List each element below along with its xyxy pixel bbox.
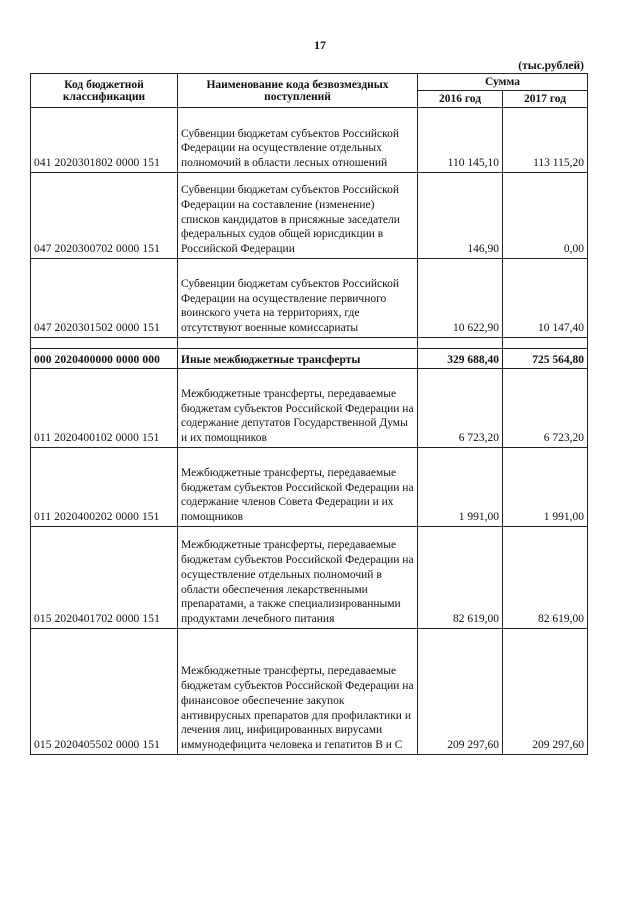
cell-2016: 10 622,90 [418,259,503,338]
table-row [31,629,588,755]
header-name: Наименование кода безвозмездных поступлений [178,74,418,108]
cell-2017: 10 147,40 [503,259,588,338]
cell-name: Субвенции бюджетам субъектов Российской Федерации на осуществление первичного воинского учета на территориях, где отсутствуют военные комиссариаты [178,259,418,338]
cell-code: 000 2020400000 0000 000 [31,349,178,369]
cell-code: 041 2020301802 0000 151 [31,108,178,173]
spacer-cell [418,338,503,349]
cell-2017: 725 564,80 [503,349,588,369]
cell-2016: 146,90 [418,173,503,259]
cell-2017: 0,00 [503,173,588,259]
cell-2016: 329 688,40 [418,349,503,369]
cell-2017: 113 115,20 [503,108,588,173]
cell-name: Субвенции бюджетам субъектов Российской Федерации на составление (изменение) списков кандидатов в присяжные заседатели федеральных судов общей юрисдикции в Российской Федерации [178,173,418,259]
table-row [31,527,588,629]
cell-name: Иные межбюджетные трансферты [178,349,418,369]
cell-2016: 1 991,00 [418,448,503,527]
header-sum: Сумма [418,74,588,91]
table-row [31,108,588,173]
cell-code: 011 2020400202 0000 151 [31,448,178,527]
cell-name: Межбюджетные трансферты, передаваемые бюджетам субъектов Российской Федерации на осуществление отдельных полномочий в области обеспечения лекарственными препаратами, а также специализированными продуктами лечебного питания [178,527,418,629]
spacer-cell [503,338,588,349]
cell-2016: 6 723,20 [418,369,503,448]
cell-2017: 209 297,60 [503,629,588,755]
cell-2017: 1 991,00 [503,448,588,527]
cell-code: 015 2020405502 0000 151 [31,629,178,755]
cell-code: 047 2020301502 0000 151 [31,259,178,338]
cell-name: Субвенции бюджетам субъектов Российской Федерации на осуществление отдельных полномочий в области лесных отношений [178,108,418,173]
cell-name: Межбюджетные трансферты, передаваемые бюджетам субъектов Российской Федерации на содержание депутатов Государственной Думы и их помощников [178,369,418,448]
header-code: Код бюджетной классификации [31,74,178,108]
cell-2016: 82 619,00 [418,527,503,629]
cell-code: 011 2020400102 0000 151 [31,369,178,448]
table-spacer-row [31,338,588,349]
spacer-cell [31,338,178,349]
units-label: (тыс.рублей) [518,60,584,72]
cell-2017: 6 723,20 [503,369,588,448]
header-year-2016: 2016 год [418,91,503,108]
table-row [31,259,588,338]
cell-name: Межбюджетные трансферты, передаваемые бюджетам субъектов Российской Федерации на финансовое обеспечение закупок антивирусных препаратов для профилактики и лечения лиц, инфицированных вирусами иммунодефицита человека и гепатитов В и С [178,629,418,755]
spacer-cell [178,338,418,349]
budget-table [30,73,588,755]
table-row [31,173,588,259]
table-row-total [31,349,588,369]
cell-code: 047 2020300702 0000 151 [31,173,178,259]
page-number: 17 [314,38,326,52]
cell-2016: 209 297,60 [418,629,503,755]
cell-code: 015 2020401702 0000 151 [31,527,178,629]
cell-2016: 110 145,10 [418,108,503,173]
cell-name: Межбюджетные трансферты, передаваемые бюджетам субъектов Российской Федерации на содержание членов Совета Федерации и их помощников [178,448,418,527]
table-row [31,448,588,527]
header-year-2017: 2017 год [503,91,588,108]
table-row [31,369,588,448]
cell-2017: 82 619,00 [503,527,588,629]
